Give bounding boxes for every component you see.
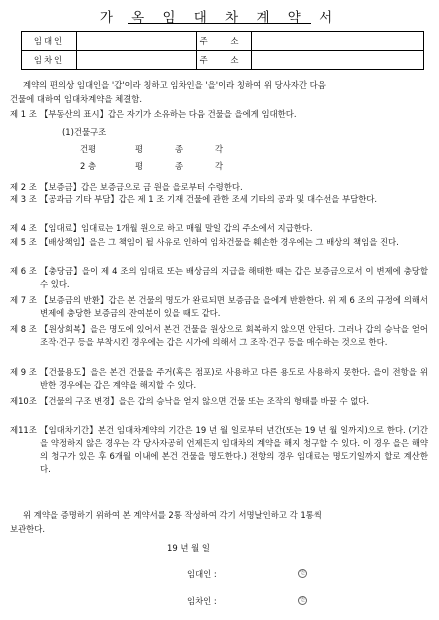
- article-7: [10, 294, 428, 320]
- article-9: [10, 366, 428, 392]
- article-10-number: 제10조: [10, 396, 37, 406]
- article-10-text: 【건물의 구조 변경】을은 갑의 승낙을 얻지 않으면 건물 또는 조작의 형태를 바꿀 수 없다.: [40, 396, 370, 406]
- lessor-row: [22, 32, 424, 51]
- contract-date: 19 년 월 일: [167, 543, 210, 553]
- article-5: [10, 236, 428, 249]
- lessor-seal-icon: 인: [298, 569, 307, 578]
- article-7-number: 제 7 조: [10, 295, 37, 305]
- structure-cell: 각: [215, 144, 224, 154]
- article-1-number: 제 1 조: [10, 109, 37, 119]
- structure-cell: 평: [135, 144, 144, 154]
- article-4: [10, 222, 428, 235]
- lessee-signature-label: 임차인 :: [187, 596, 217, 606]
- building-structure-label: (1)건물구조: [62, 127, 107, 137]
- article-6: [10, 265, 428, 291]
- closing-line-2: 보관한다.: [10, 524, 46, 534]
- title-underline: [128, 23, 311, 24]
- lessee-seal-icon: 인: [298, 596, 307, 605]
- article-10: [10, 395, 428, 408]
- article-6-text: 【충당금】을이 제 4 조의 임대료 또는 배상금의 지급을 해태한 때는 갑은 보증금으로서 이 변제에 충당할 수 있다.: [40, 266, 428, 289]
- structure-cell: 평: [135, 161, 144, 171]
- lessee-address-label: 주 소: [197, 51, 252, 70]
- article-11-number: 제11조: [10, 425, 37, 435]
- lessee-label: 임차인: [22, 51, 77, 70]
- article-5-text: 【배상책임】을은 그 책임이 될 사유로 인하여 임차건물을 훼손한 경우에는 그 배상의 책임을 진다.: [40, 237, 399, 247]
- structure-cell: 종: [175, 144, 184, 154]
- lessee-row: [22, 51, 424, 70]
- lessor-label: 임대인: [22, 32, 77, 51]
- article-2-text: 【보증금】갑은 보증금으로 금 원을 을로부터 수령한다.: [40, 182, 243, 192]
- article-9-text: 【건물용도】을은 본건 건물을 주거(혹은 점포)로 사용하고 다른 용도로 사용하지 못한다. 을이 전항을 위반한 경우에는 갑은 계약을 해지할 수 있다.: [40, 367, 428, 390]
- lessee-address-field[interactable]: [252, 51, 424, 70]
- article-5-number: 제 5 조: [10, 237, 37, 247]
- article-1-text: 【부동산의 표시】갑은 자기가 소유하는 다음 건물을 을에게 임대한다.: [40, 109, 297, 119]
- preamble-line-2: 건물에 대하여 임대차계약을 체결함.: [10, 94, 143, 104]
- article-4-text: 【임대료】임대료는 1개월 원으로 하고 매월 말일 갑의 주소에서 지급한다.: [40, 223, 313, 233]
- structure-cell: 2 층: [80, 161, 97, 171]
- lessor-name-field[interactable]: [77, 32, 197, 51]
- article-3-text: 【공과금 기타 부담】갑은 제 1 조 기재 건물에 관한 조세 기타의 공과 및 대수선을 부담한다.: [40, 194, 378, 204]
- article-7-text: 【보증금의 반환】갑은 본 건물의 명도가 완료되면 보증금을 을에게 반환한다. 위 제 6 조의 규정에 의해서 변제에 충당한 보증금의 잔여분이 있을 때도 같다.: [40, 295, 428, 318]
- structure-cell: 각: [215, 161, 224, 171]
- article-8: [10, 323, 428, 349]
- lessor-signature-label: 임대인 :: [187, 569, 217, 579]
- article-8-text: 【원상회복】을은 명도에 있어서 본건 건물을 원상으로 회복하지 않으면 안된다. 그러나 갑의 승낙을 얻어 조작·건구 등을 부착시킨 경우에는 갑은 시가에 의해서 그 조작·건구 등을 매수하는 것으로 한다.: [40, 324, 428, 347]
- article-1: [10, 108, 428, 121]
- lessor-address-field[interactable]: [252, 32, 424, 51]
- article-6-number: 제 6 조: [10, 266, 37, 276]
- structure-cell: 종: [175, 161, 184, 171]
- parties-table: [21, 31, 424, 70]
- article-11-text: 【임대차기간】본건 임대차계약의 기간은 19 년 월 일로부터 년간(또는 19 년 월 일까지)으로 한다. (기간을 약정하지 않은 경우는 각 당사자공히 언제든지 임대차의 계약을 해지 청구할 수 있다. 이 경우 을은 해약의 청구가 있은 후 6개월 이내에 본건 건물을 명도한다.) 전항의 경우 임대료는 명도기일까지 할로 계산한다.: [40, 425, 428, 474]
- article-3: [10, 193, 428, 206]
- preamble-line-1: 계약의 편의상 임대인을 '갑'이라 칭하고 임차인을 '을'이라 칭하여 위 당사자간 다음: [23, 80, 326, 90]
- document-title: 가 옥 임 대 차 계 약 서: [99, 10, 340, 26]
- article-3-number: 제 3 조: [10, 194, 37, 204]
- article-2-number: 제 2 조: [10, 182, 37, 192]
- article-8-number: 제 8 조: [10, 324, 37, 334]
- lessee-name-field[interactable]: [77, 51, 197, 70]
- article-9-number: 제 9 조: [10, 367, 37, 377]
- closing-line-1: 위 계약을 증명하기 위하여 본 계약서를 2통 작성하여 각기 서명날인하고 각 1통씩: [23, 510, 322, 520]
- article-11: [10, 424, 428, 476]
- article-4-number: 제 4 조: [10, 223, 37, 233]
- structure-cell: 건평: [80, 144, 97, 154]
- lessor-address-label: 주 소: [197, 32, 252, 51]
